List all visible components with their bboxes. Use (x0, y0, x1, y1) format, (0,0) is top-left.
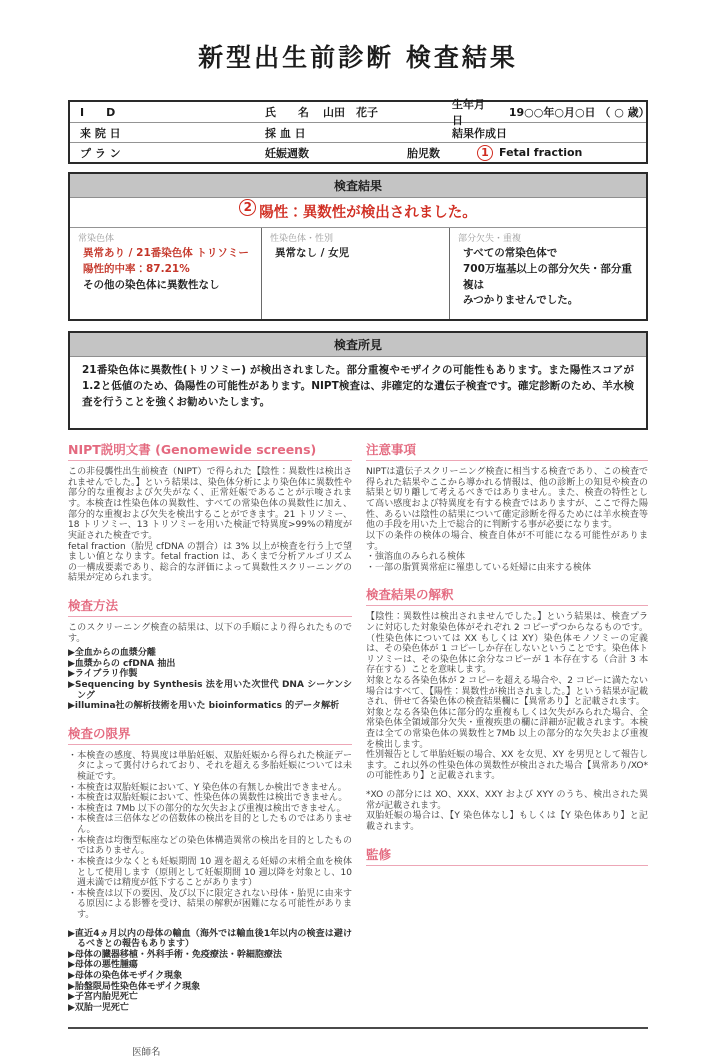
name-label: 氏 名 (265, 106, 309, 119)
genomewide-paragraph: fetal fraction（胎児 cfDNA の割合）は 3% 以上が検査を行う上で望ましい値となります。fetal fraction は、あくまで分析アルゴリズムの一構成要素であり、総合的な評価によって異数性スクリーニングの結果が定められます。 (68, 541, 352, 584)
circled-number-2-icon: 2 (239, 199, 256, 216)
sex-chromosome-result-line: 異常なし / 女児 (275, 247, 350, 259)
interpretation-paragraph: 性別報告として単胎妊娠の場合、XX を女児、XY を男児として報告します。これ以外の性染色体の異数性が検出された場合【異常あり/XO* の可能性あり】と記載されます。 (366, 750, 648, 782)
limitation-item: ・本検査は双胎妊娠において、性染色体の異数性は検出できません。 (68, 793, 348, 804)
method-step: ▶血漿からの cfDNA 抽出 (68, 658, 176, 669)
risk-factor-item: ▶子宮内胎児死亡 (68, 992, 138, 1003)
findings-box (68, 331, 648, 430)
supervision-section-header: 監修 (366, 845, 648, 866)
fetal-fraction-label: Fetal fraction (499, 146, 583, 159)
circled-number-1-icon: 1 (477, 145, 493, 161)
fetus-count-label: 胎児数 (407, 146, 440, 160)
limitation-item: ・本検査は双胎妊娠において、Y 染色体の有無しか検出できません。 (68, 782, 347, 793)
partial-deletion-line-3: みつかりませんでした。 (463, 294, 579, 307)
positive-result-text: 陽性：異数性が検出されました。 (259, 205, 477, 221)
interpretation-paragraph: 対象となる各染色体に部分的な重複もしくは欠失がみられた場合、全常染色体全領域部分欠失・重複疾患の欄に詳細が記載されます。本検査は全ての常染色体の異数性と7Mb 以上の部分的な欠失および重複を検出します。 (366, 707, 648, 750)
method-section-header: 検査方法 (68, 596, 352, 617)
right-column (366, 440, 648, 1013)
limitation-item: ・本検査は以下の要因、及び以下に限定されない母体・胎児に由来する原因による影響を受け、結果の解釈が困難になる可能性があります。 (68, 888, 352, 920)
notes-section-header: 注意事項 (366, 440, 648, 461)
notes-paragraph: 以下の条件の検体の場合、検査自体が不可能になる可能性があります。 (366, 530, 648, 552)
risk-factor-item: ▶母体の染色体モザイク現象 (68, 971, 183, 982)
table-row (70, 142, 646, 162)
partial-deletion-line-2: 700万塩基以上の部分欠失・部分重複は (463, 262, 632, 291)
sex-chromosome-result-cell (261, 228, 449, 319)
plan-label: プ ラ ン (80, 146, 121, 160)
footer-divider (68, 1027, 648, 1029)
notes-paragraph: NIPTは遺伝子スクリーニング検査に相当する検査であり、この検査で得られた結果やここから導かれる情報は、他の診断上の知見や検査の結果と切り離して考えるべきではありません。また、検査の特性として高い感度および特異度を有する検査ではありますが、ここで得た陽性、あるいは陰性の結果について確定診断を得るためには羊水検査等他の手段を用いた上で総合的に判断する事が必要になります。 (366, 467, 648, 531)
table-row (70, 122, 646, 142)
autosome-result-cell (70, 228, 261, 319)
limitation-item: ・本検査は三倍体などの倍数体の検出を目的としたものではありません。 (68, 814, 352, 836)
sex-chromosome-label: 性染色体・性別 (270, 234, 334, 244)
method-step: ▶illumina社の解析技術を用いた bioinformatics 的データ解析 (68, 701, 340, 712)
ppv-result-line: 陽性的中率：87.21% (83, 262, 190, 275)
risk-factor-item: ▶双胎一児死亡 (68, 1002, 129, 1013)
birthdate-value: 19○○年○月○日 （ ○ 歳） (508, 106, 650, 119)
other-chromosome-line: その他の染色体に異数性なし (83, 278, 220, 291)
interpretation-paragraph: 対象となる各染色体が 2 コピーを超える場合や、2 コピーに満たない場合はすべて、【陽性：異数性が検出されました。】という結果が記載され、併せて各染色体の検査結果欄に【異常あり】と記載されます。 (366, 676, 648, 708)
interpretation-section-header: 検査結果の解釈 (366, 585, 648, 606)
notes-sample-item: ・一部の脂質異常症に罹患している妊婦に由来する検体 (366, 562, 592, 573)
interpretation-paragraph: 双胎妊娠の場合は、【Y 染色体なし】もしくは【Y 染色体あり】と記載されます。 (366, 811, 648, 832)
test-result-box (68, 172, 648, 321)
genomewide-paragraph: この非侵襲性出生前検査（NIPT）で得られた【陰性：異数性は検出されませんでした。】という結果は、染色体分析により染色体に異数性や部分的な重複および欠失がなく、正常妊娠であることが示唆されます。本検査は性染色体の異数性、すべての常染色体の異数性に加え、部分的な重複および欠失を検出することができます。21 トリソミー、18 トリソミー、13 トリソミーを用いた検証で特異度>99%の精度が実証された検査です。 (68, 467, 352, 541)
method-step: ▶全血からの血漿分離 (68, 648, 156, 659)
interpretation-footnote: *XO の部分には XO、XXX、XXY および XYY のうち、検出された異常が記載されます。 (366, 790, 648, 811)
method-step: ▶Sequencing by Synthesis 法を用いた次世代 DNA シーケンシング (68, 680, 352, 701)
partial-deletion-label: 部分欠失・重複 (458, 234, 522, 244)
risk-factor-item: ▶母体の臓器移植・外科手術・免疫療法・幹細胞療法 (68, 949, 282, 960)
test-result-header: 検査結果 (70, 174, 646, 198)
method-intro: このスクリーニング検査の結果は、以下の手順により得られたものです。 (68, 622, 352, 644)
limitation-item: ・本検査は均衡型転座などの染色体構造異常の検出を目的としたものではありません。 (68, 835, 352, 857)
patient-info-table (68, 100, 648, 164)
limitation-item: ・本検査の感度、特異度は単胎妊娠、双胎妊娠から得られた検証データによって裏付けられており、それを超える多胎妊娠については未検証です。 (68, 750, 352, 783)
left-column (68, 440, 352, 1013)
visit-date-label: 来 院 日 (80, 126, 121, 140)
risk-factor-item: ▶直近4ヵ月以内の母体の輸血（海外では輸血後1年以内の検査は避けるべきとの報告もあります） (68, 928, 352, 950)
findings-text: 21番染色体に異数性(トリソミー) が検出されました。部分重複やモザイクの可能性もあります。また陽性スコアが1.2と低値のため、偽陽性の可能性があります。NIPT検査は、非確定的な遺伝子検査です。確定診断のため、羊水検査を行うことを強くお勧めいたします。 (82, 364, 634, 408)
blood-draw-date-label: 採 血 日 (265, 126, 306, 140)
name-value: 山田 花子 (323, 106, 378, 119)
partial-deletion-result-cell (449, 228, 646, 319)
partial-deletion-line-1: すべての常染色体で (463, 247, 558, 259)
autosome-result-line: 異常あり / 21番染色体 トリソミー (83, 247, 249, 259)
page-title: 新型出生前診断 検査結果 (198, 43, 518, 72)
gestational-weeks-label: 妊娠週数 (265, 146, 309, 160)
limitations-section-header: 検査の限界 (68, 724, 352, 745)
notes-sample-item: ・強溶血のみられる検体 (366, 552, 466, 563)
interpretation-paragraph: 【陰性：異数性は検出されませんでした。】という結果は、検査プランに対応した対象染色体がそれぞれ 2 コピーずつからなるものです。（性染色体については XX もしくは XY）染色体モノソミーの定義は、その染色体が 1 コピーしか存在しないということです。染色体トリソミーは、その染色体に余分なコピーが 1 本存在する（合計 3 本存在する）ことを意味します。 (366, 612, 648, 676)
findings-header: 検査所見 (70, 333, 646, 357)
positive-result-line (70, 198, 646, 227)
result-columns (70, 227, 646, 319)
detail-columns (68, 440, 648, 1013)
risk-factor-item: ▶胎盤限局性染色体モザイク現象 (68, 981, 201, 992)
table-row (70, 98, 650, 127)
autosome-label: 常染色体 (78, 234, 115, 244)
risk-factor-item: ▶母体の悪性腫瘍 (68, 960, 138, 971)
genomewide-section-header: NIPT説明文書 (Genomewide screens) (68, 440, 352, 461)
doctor-name-label: 医師名 (132, 1047, 161, 1058)
id-label: I D (80, 106, 116, 119)
limitation-item: ・本検査は少なくとも妊娠期間 10 週を超える妊婦の末梢全血を検体として使用します（原則として妊娠期間 10 週以降を対象とし、10 週未満では精度が低下することがあります） (68, 856, 352, 889)
birthdate-label: 生年月日 (452, 98, 485, 127)
method-step: ▶ライブラリ作製 (68, 669, 138, 680)
report-date-label: 結果作成日 (452, 126, 507, 140)
limitation-item: ・本検査は 7Mb 以下の部分的な欠失および重複は検出できません。 (68, 803, 346, 814)
